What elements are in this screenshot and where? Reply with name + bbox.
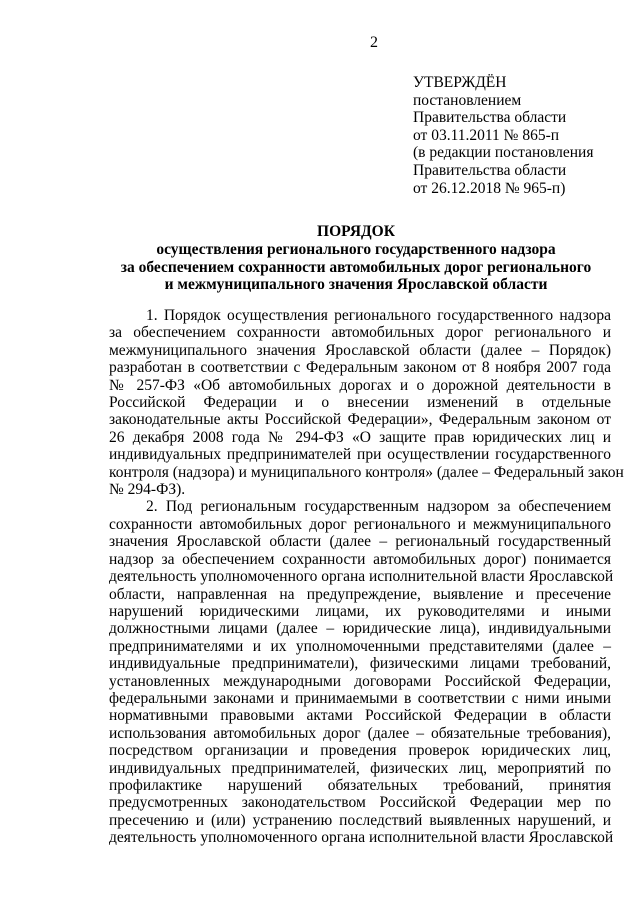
title-line: осуществления регионального государственного надзора bbox=[156, 240, 556, 258]
title-heading: ПОРЯДОК bbox=[317, 223, 395, 240]
text-line: предпринимателями и их уполномоченными представителями (далее – bbox=[109, 637, 611, 655]
paragraph-1 bbox=[109, 307, 624, 499]
text-line: деятельность уполномоченного органа исполнительной власти Ярославской bbox=[109, 829, 614, 847]
text-line: индивидуальных предпринимателей, физических лиц, мероприятий по bbox=[109, 759, 611, 777]
approval-line: от 26.12.2018 № 965-п) bbox=[413, 179, 566, 197]
text-line: контроля (надзора) и муниципального контроля» (далее – Федеральный закон bbox=[109, 463, 624, 481]
text-line: индивидуальные предприниматели), физическими лицами требований, bbox=[109, 655, 611, 673]
text-line: установленных международными договорами Российской Федерации, bbox=[109, 672, 611, 690]
approval-line: постановлением bbox=[413, 91, 522, 109]
approval-line: УТВЕРЖДЁН bbox=[413, 74, 507, 91]
text-line: нормативными правовыми актами Российской Федерации в области bbox=[109, 707, 611, 725]
text-line: 2. Под региональным государственным надзором за обеспечением bbox=[146, 498, 611, 516]
text-line: должностными лицами (далее – юридические лица), индивидуальными bbox=[109, 620, 611, 638]
text-line: 1. Порядок осуществления регионального государственного надзора bbox=[146, 307, 611, 324]
text-line: межмуниципального значения Ярославской области (далее – Порядок) bbox=[109, 341, 611, 359]
text-line: № 294-ФЗ). bbox=[109, 481, 186, 499]
text-line: за обеспечением сохранности автомобильных дорог регионального и bbox=[109, 324, 611, 342]
text-line: профилактике нарушений обязательных требований, принятия bbox=[109, 776, 611, 794]
text-line: разработан в соответствии с Федеральным законом от 8 ноября 2007 года bbox=[109, 359, 611, 377]
text-line: законодательные акты Российской Федерации», Федеральным законом от bbox=[109, 411, 611, 429]
text-line: нарушений юридическими лицами, их руководителями и иными bbox=[109, 602, 611, 620]
approval-line: от 03.11.2011 № 865-п bbox=[413, 126, 560, 144]
approval-line: Правительства области bbox=[413, 161, 567, 179]
paragraph-2 bbox=[109, 498, 614, 847]
text-line: федеральными законами и принимаемыми в соответствии с ними иными bbox=[109, 689, 611, 707]
text-line: индивидуальных предпринимателей при осуществлении государственного bbox=[109, 446, 611, 464]
text-line: использования автомобильных дорог (далее – обязательные требования), bbox=[109, 724, 611, 742]
text-line: надзор за обеспечением сохранности автомобильных дорог) понимается bbox=[109, 550, 611, 568]
document-title bbox=[100, 223, 612, 294]
document-body bbox=[109, 307, 624, 847]
approval-stamp bbox=[413, 74, 628, 197]
title-line: и межмуниципального значения Ярославской области bbox=[164, 276, 548, 294]
title-line: за обеспечением сохранности автомобильных дорог регионального bbox=[120, 258, 592, 276]
approval-line: Правительства области bbox=[413, 109, 567, 127]
text-line: 26 декабря 2008 года № 294-ФЗ «О защите прав юридических лиц и bbox=[109, 428, 611, 446]
text-line: предусмотренных законодательством Российской Федерации мер по bbox=[109, 794, 611, 812]
text-line: пресечению и (или) устранению последствий выявленных нарушений, и bbox=[109, 811, 611, 829]
text-line: сохранности автомобильных дорог регионального и межмуниципального bbox=[109, 515, 611, 533]
text-line: деятельность уполномоченного органа исполнительной власти Ярославской bbox=[109, 568, 614, 586]
text-line: области, направленная на предупреждение, выявление и пресечение bbox=[109, 585, 611, 603]
text-line: № 257-ФЗ «Об автомобильных дорогах и о дорожной деятельности в bbox=[109, 376, 611, 394]
text-line: значения Ярославской области (далее – региональный государственный bbox=[109, 533, 611, 551]
page-number: 2 bbox=[370, 34, 378, 51]
text-line: посредством организации и проведения проверок юридических лиц, bbox=[109, 742, 611, 760]
approval-line: (в редакции постановления bbox=[413, 144, 594, 162]
text-line: Российской Федерации и о внесении изменений в отдельные bbox=[109, 394, 611, 412]
